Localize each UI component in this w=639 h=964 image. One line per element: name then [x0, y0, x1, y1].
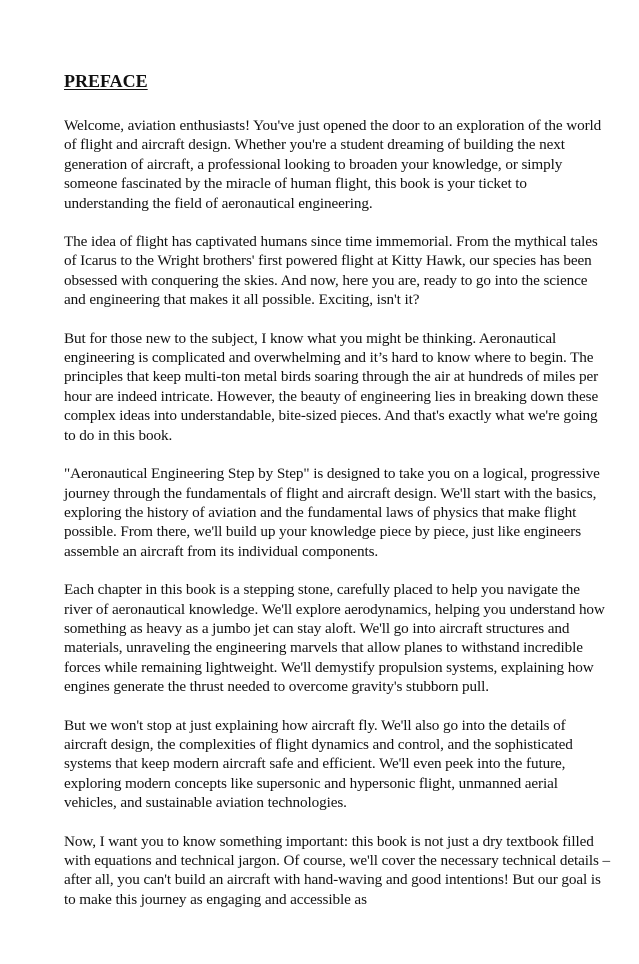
- paragraph-book-design: "Aeronautical Engineering Step by Step" is designed to take you on a logical, progressive journey through the fundamentals of flight and aircraft design. We'll start with the basics, exploring the history of aviation and the fundamental laws of physics that make flight possible. From there, we'll build up your knowledge piece by piece, just like engineers assemble an aircraft from its individual components.: [64, 465, 600, 560]
- paragraph-new-to-subject: But for those new to the subject, I know what you might be thinking. Aeronautical engineering is complicated and overwhelming and it’s hard to know where to begin. The principles that keep multi-ton metal birds soaring through the air at hundreds of miles per hour are indeed intricate. However, the beauty of engineering lies in breaking down these complex ideas into understandable, bite-sized pieces. And that's exactly what we're going to do in this book.: [64, 329, 599, 444]
- paragraph-chapters: Each chapter in this book is a stepping stone, carefully placed to help you navigate the river of aeronautical knowledge. We'll explore aerodynamics, helping you understand how something as heavy as a jumbo jet can stay aloft. We'll go into aircraft structures and materials, unraveling the engineering marvels that allow planes to withstand incredible forces while remaining lightweight. We'll demystify propulsion systems, explaining how engines generate the thrust needed to overcome gravity's stubborn pull.: [64, 581, 605, 696]
- paragraph-idea-of-flight: The idea of flight has captivated humans since time immemorial. From the mythical tales of Icarus to the Wright brothers' first powered flight at Kitty Hawk, our species has been obsessed with conquering the skies. And now, here you are, ready to go into the science and engineering that makes it all possible. Exciting, isn't it?: [64, 233, 598, 309]
- page-title: PREFACE: [64, 71, 148, 91]
- paragraph-welcome: Welcome, aviation enthusiasts! You've just opened the door to an exploration of the world of flight and aircraft design. Whether you're a student dreaming of building the next generation of aircraft, a professional looking to broaden your knowledge, or simply someone fascinated by the miracle of human flight, this book is your ticket to understanding the field of aeronautical engineering.: [64, 117, 602, 212]
- paragraph-not-dry-textbook: Now, I want you to know something important: this book is not just a dry textbook filled with equations and technical jargon. Of course, we'll cover the necessary technical details – after all, you can't build an aircraft with hand-waving and good intentions! But our goal is to make this journey as engaging and accessible as: [64, 832, 611, 908]
- paragraph-beyond-basics: But we won't stop at just explaining how aircraft fly. We'll also go into the details of aircraft design, the complexities of flight dynamics and control, and the sophisticated systems that keep modern aircraft safe and efficient. We'll even peek into the future, exploring modern concepts like supersonic and hypersonic flight, unmanned aerial vehicles, and sustainable aviation technologies.: [64, 716, 573, 812]
